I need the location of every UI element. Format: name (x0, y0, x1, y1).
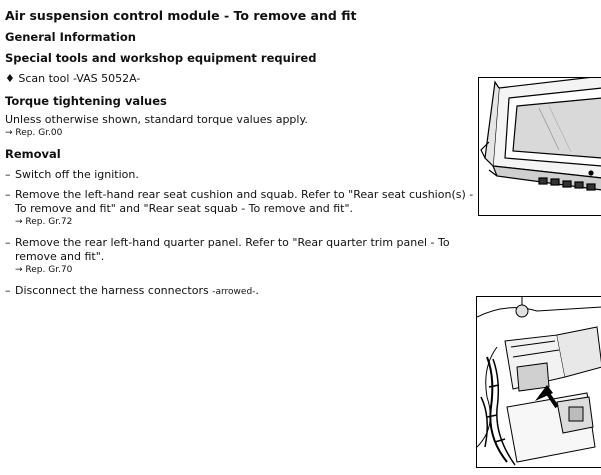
scan-tool-illustration (479, 78, 601, 215)
removal-step (5, 188, 475, 216)
page-title: Air suspension control module - To remove and fit (5, 8, 357, 23)
removal-step (5, 284, 475, 299)
torque-reference-link[interactable]: → Rep. Gr.00 (5, 128, 63, 138)
tool-item (5, 72, 475, 86)
step-text: Switch off the ignition. (15, 168, 139, 181)
step-dash: – (5, 188, 11, 201)
arrowed-label: -arrowed- (212, 287, 256, 297)
general-heading: General Information (5, 30, 136, 44)
tools-heading: Special tools and workshop equipment required (5, 51, 317, 65)
step-text: Remove the rear left-hand quarter panel. Refer to "Rear quarter trim panel - To remove and fit". (15, 236, 450, 263)
step-reference-link[interactable]: → Rep. Gr.72 (15, 217, 73, 227)
scan-tool-figure (478, 77, 601, 216)
step-reference-link[interactable]: → Rep. Gr.70 (15, 265, 73, 275)
removal-step (5, 236, 475, 264)
harness-connector-illustration (477, 297, 601, 467)
step-dash: – (5, 284, 11, 297)
torque-heading: Torque tightening values (5, 94, 167, 108)
step-text-end: . (255, 284, 259, 297)
step-dash: – (5, 168, 11, 181)
step-text: Remove the left-hand rear seat cushion and squab. Refer to "Rear seat cushion(s) - To remove and fit" and "Rear seat squab - To remove and fit". (15, 188, 474, 215)
step-text-main: Disconnect the harness connectors (15, 284, 213, 297)
tool-item-label: Scan tool -VAS 5052A- (18, 72, 141, 85)
removal-step (5, 168, 475, 182)
bullet-icon: ♦ (5, 72, 15, 85)
step-dash: – (5, 236, 11, 249)
document (5, 8, 475, 299)
removal-heading: Removal (5, 147, 61, 161)
step-text (15, 284, 475, 299)
torque-text: Unless otherwise shown, standard torque values apply. (5, 113, 308, 126)
harness-connector-figure (476, 296, 601, 468)
